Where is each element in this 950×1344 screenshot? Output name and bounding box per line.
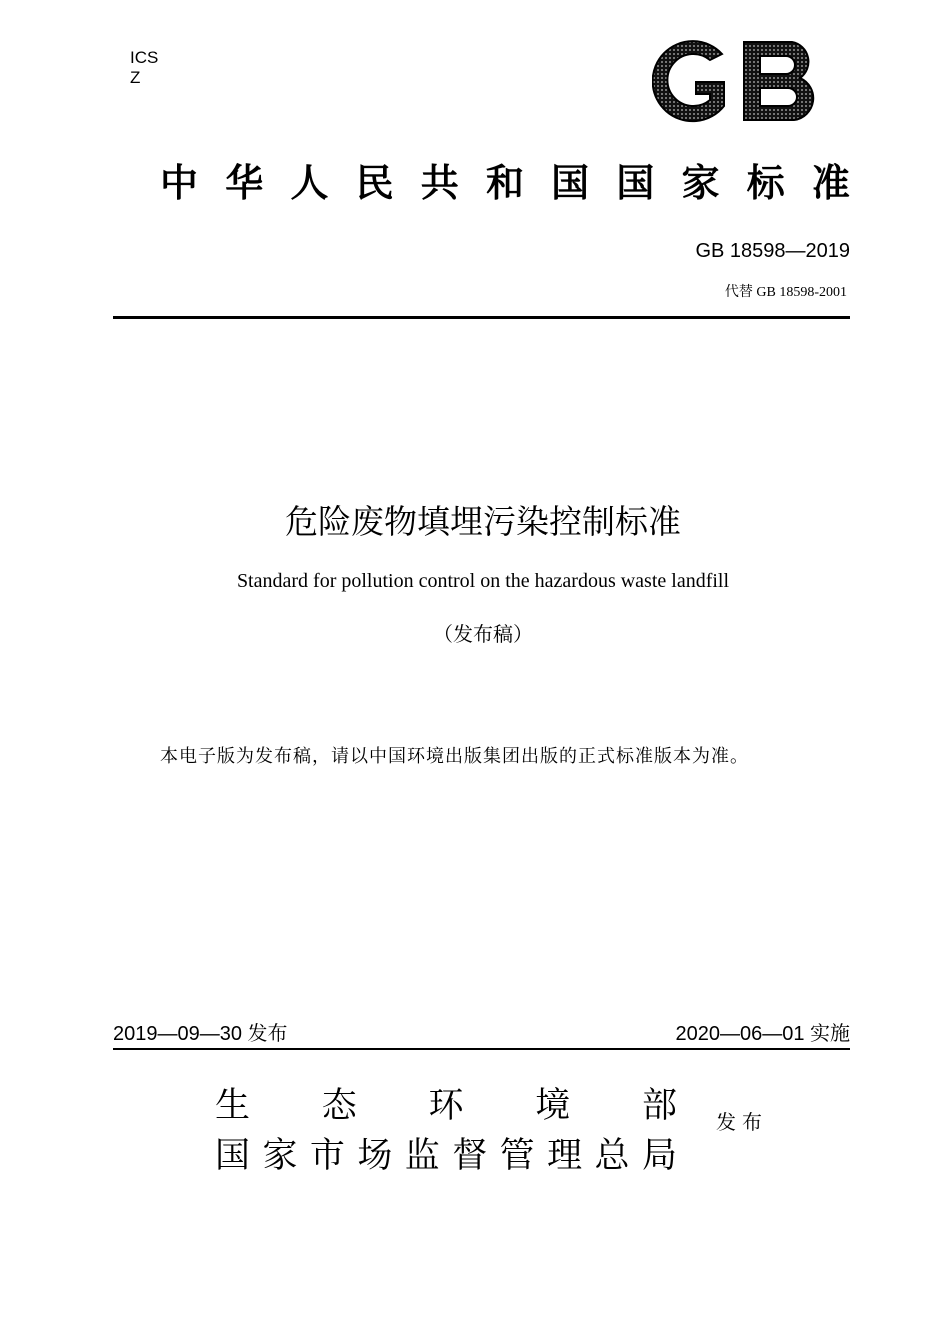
ics-classification [130, 48, 158, 88]
national-standard-heading [160, 152, 850, 207]
heading-char: 国 [551, 161, 590, 205]
heading-char: 共 [420, 161, 459, 205]
heading-char: 华 [225, 161, 264, 205]
ccs-label: Z [130, 68, 141, 87]
electronic-version-notice: 本电子版为发布稿，请以中国环境出版集团出版的正式标准版本为准。 [160, 746, 749, 767]
draft-note: （发布稿） [433, 622, 533, 646]
org-char: 生 [215, 1086, 251, 1126]
heading-char: 准 [811, 161, 850, 205]
org-char: 国 [215, 1136, 251, 1176]
org-char: 部 [641, 1086, 677, 1126]
heading-char: 标 [746, 161, 785, 205]
org-char: 家 [262, 1136, 298, 1176]
publish-label: 发布 [716, 1110, 768, 1134]
heading-char: 中 [160, 161, 199, 205]
issuing-org-2 [215, 1128, 677, 1178]
org-char: 市 [309, 1136, 345, 1176]
heading-char: 家 [681, 161, 720, 205]
standard-title-en: Standard for pollution control on the hazardous waste landfill [236, 570, 730, 592]
org-char: 境 [535, 1086, 571, 1126]
org-char: 理 [547, 1136, 583, 1176]
gb-logo-icon [652, 36, 822, 126]
footer-divider [113, 1048, 850, 1050]
heading-char: 和 [485, 161, 524, 205]
issue-date: 2019—09—30 发布 [113, 1023, 288, 1045]
heading-char: 民 [355, 161, 394, 205]
implementation-date: 2020—06—01 实施 [675, 1023, 850, 1045]
org-char: 督 [452, 1136, 488, 1176]
org-char: 场 [357, 1136, 393, 1176]
heading-char: 国 [616, 161, 655, 205]
org-char: 管 [499, 1136, 535, 1176]
standard-title-cn: 危险废物填埋污染控制标准 [285, 502, 681, 541]
replaces-note: 代替 GB 18598-2001 [724, 285, 847, 300]
org-char: 总 [594, 1136, 630, 1176]
issuing-org-1 [215, 1078, 677, 1128]
org-char: 环 [428, 1086, 464, 1126]
org-char: 监 [404, 1136, 440, 1176]
header-divider [113, 316, 850, 319]
heading-char: 人 [290, 161, 329, 205]
standard-code: GB 18598—2019 [695, 240, 850, 262]
org-char: 态 [321, 1086, 357, 1126]
ics-label: ICS [130, 48, 159, 67]
org-char: 局 [641, 1136, 677, 1176]
